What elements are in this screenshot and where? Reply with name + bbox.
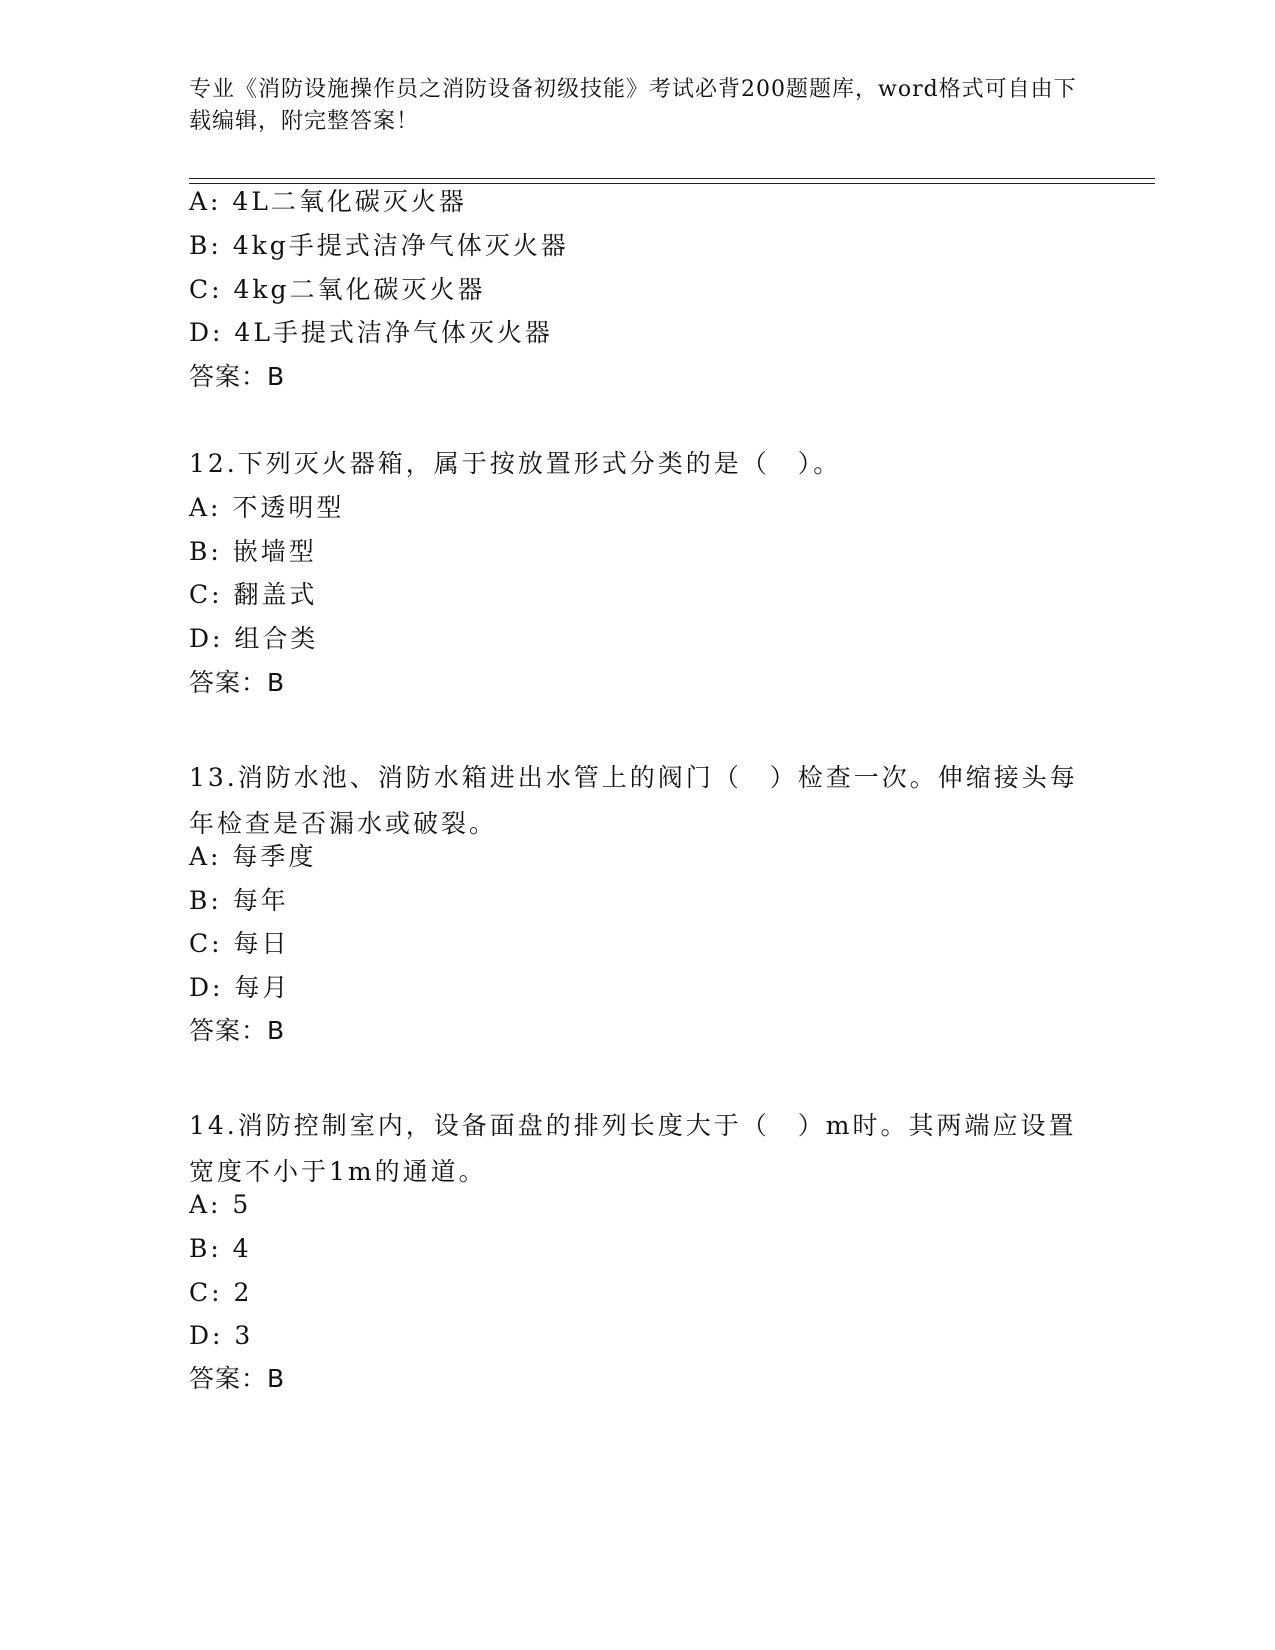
q11-option-c: C: 4kg二氧化碳灭火器 xyxy=(189,275,486,304)
q13-answer: 答案：B xyxy=(189,1016,286,1045)
q13-option-d: D: 每月 xyxy=(189,973,291,1002)
q11-option-a: A: 4L二氧化碳灭火器 xyxy=(189,187,467,216)
document-header: 专业《消防设施操作员之消防设备初级技能》考试必背200题题库，word格式可自由下载编辑，附完整答案！ xyxy=(189,77,1077,134)
q14-question: 14.消防控制室内，设备面盘的排列长度大于（ ）m时。其两端应设置宽度不小于1m的通道。 xyxy=(189,1111,1077,1186)
q11-answer: 答案：B xyxy=(189,362,286,391)
q11-option-b: B: 4kg手提式洁净气体灭火器 xyxy=(189,231,569,260)
header-rule-bottom xyxy=(189,183,1155,184)
q14-option-c: C: 2 xyxy=(189,1278,253,1307)
q12-option-d: D: 组合类 xyxy=(189,624,319,653)
q13-option-c: C: 每日 xyxy=(189,929,290,958)
q13-option-b: B: 每年 xyxy=(189,886,289,915)
header-rule-top xyxy=(189,178,1155,179)
q14-answer: 答案：B xyxy=(189,1364,286,1393)
q12-question: 12.下列灭火器箱，属于按放置形式分类的是（ ）。 xyxy=(189,449,842,478)
q11-option-d: D: 4L手提式洁净气体灭火器 xyxy=(189,318,553,347)
q13-option-a: A: 每季度 xyxy=(189,842,317,871)
q12-option-c: C: 翻盖式 xyxy=(189,580,318,609)
q12-answer: 答案：B xyxy=(189,668,286,697)
q14-option-d: D: 3 xyxy=(189,1321,254,1350)
q12-option-b: B: 嵌墙型 xyxy=(189,537,317,566)
q13-question: 13.消防水池、消防水箱进出水管上的阀门（ ）检查一次。伸缩接头每年检查是否漏水或破裂。 xyxy=(189,763,1078,838)
q14-option-b: B: 4 xyxy=(189,1234,252,1263)
q14-option-a: A: 5 xyxy=(189,1190,252,1219)
q12-option-a: A: 不透明型 xyxy=(189,493,345,522)
